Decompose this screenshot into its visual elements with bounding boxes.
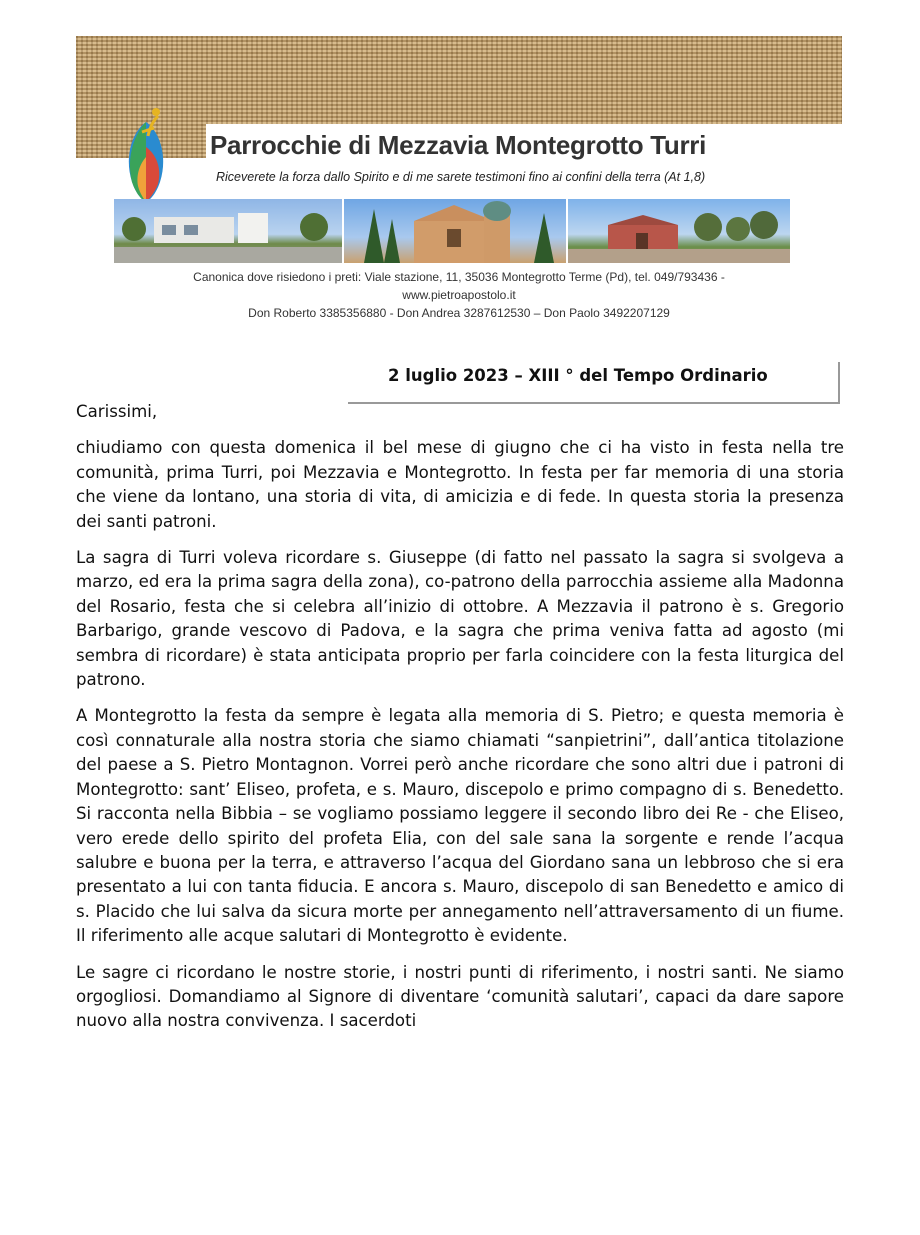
church-photo-montegrotto bbox=[344, 199, 566, 263]
paragraph: La sagra di Turri voleva ricordare s. Giuseppe (di fatto nel passato la sagra si svolgeva a marzo, ed era la prima sagra della zona), co-patrono della parrocchia assieme alla Madonna del Rosario, festa che si celebra all’inizio di ottobre. A Mezzavia il patrono è s. Gregorio Barbarigo, grande vescovo di Padova, e la sagra che prima veniva fatta ad agosto (mi sembra di ricordare) è stata anticipata proprio per farla coincidere con la festa liturgica del patrono. bbox=[76, 548, 844, 690]
paragraph: chiudiamo con questa domenica il bel mese di giugno che ci ha visto in festa nella tre comunità, prima Turri, poi Mezzavia e Montegrotto. In festa per far memoria di una storia che viene da lontano, una storia di vita, di amicizia e di fede. In questa storia la presenza dei santi patroni. bbox=[76, 438, 844, 531]
canonica-contacts bbox=[76, 268, 842, 322]
parish-logo-icon bbox=[116, 102, 176, 206]
priests-phones: Don Roberto 3385356880 - Don Andrea 3287612530 – Don Paolo 3492207129 bbox=[248, 306, 670, 320]
church-photo-turri bbox=[568, 199, 790, 263]
paragraph: Le sagre ci ricordano le nostre storie, i nostri punti di riferimento, i nostri santi. Ne siamo orgogliosi. Domandiamo al Signore di diventare ‘comunità salutari’, capaci da dare sapore nuovo alla nostra convivenza. I sacerdoti bbox=[76, 962, 844, 1031]
church-photo-mezzavia bbox=[114, 199, 342, 263]
paragraph: A Montegrotto la festa da sempre è legata alla memoria di S. Pietro; e questa memoria è così connaturale alla nostra storia che siamo chiamati “sanpietrini”, dall’antica titolazione del paese a S. Pietro Montagnon. Vorrei però anche ricordare che sono altri due i patroni di Montegrotto: sant’ Eliseo, profeta, e s. Mauro, discepolo e primo compagno di s. Benedetto. Si racconta nella Bibbia – se vogliamo possiamo leggere il secondo libro dei Re - che Eliseo, vero erede dello spirito del profeta Elia, con del sale sana la sorgente e rende l’acqua salubre e buona per la terra, e attraverso l’acqua del Giordano sana un lebbroso che si era presentato a lui con tanta fiducia. E ancora s. Mauro, discepolo di san Benedetto e amico di s. Placido che lui salva da sicura morte per annegamento nell’attraversamento di un fiume. Il riferimento alle acque salutari di Montegrotto è evidente. bbox=[76, 706, 844, 946]
parish-website: www.pietroapostolo.it bbox=[402, 288, 516, 302]
parish-title: Parrocchie di Mezzavia Montegrotto Turri bbox=[210, 130, 707, 160]
parish-header bbox=[76, 36, 842, 336]
liturgical-date: 2 luglio 2023 – XIII ° del Tempo Ordinario bbox=[388, 366, 768, 385]
greeting: Carissimi, bbox=[76, 402, 158, 421]
parish-motto: Riceverete la forza dallo Spirito e di me sarete testimoni fino ai confini della terra (At 1,8) bbox=[216, 170, 706, 184]
liturgical-date-box bbox=[348, 362, 840, 404]
letter-body bbox=[76, 400, 844, 1046]
canonica-address: Canonica dove risiedono i preti: Viale stazione, 11, 35036 Montegrotto Terme (Pd), tel. 049/793436 - bbox=[193, 270, 725, 284]
church-photos bbox=[114, 199, 790, 263]
